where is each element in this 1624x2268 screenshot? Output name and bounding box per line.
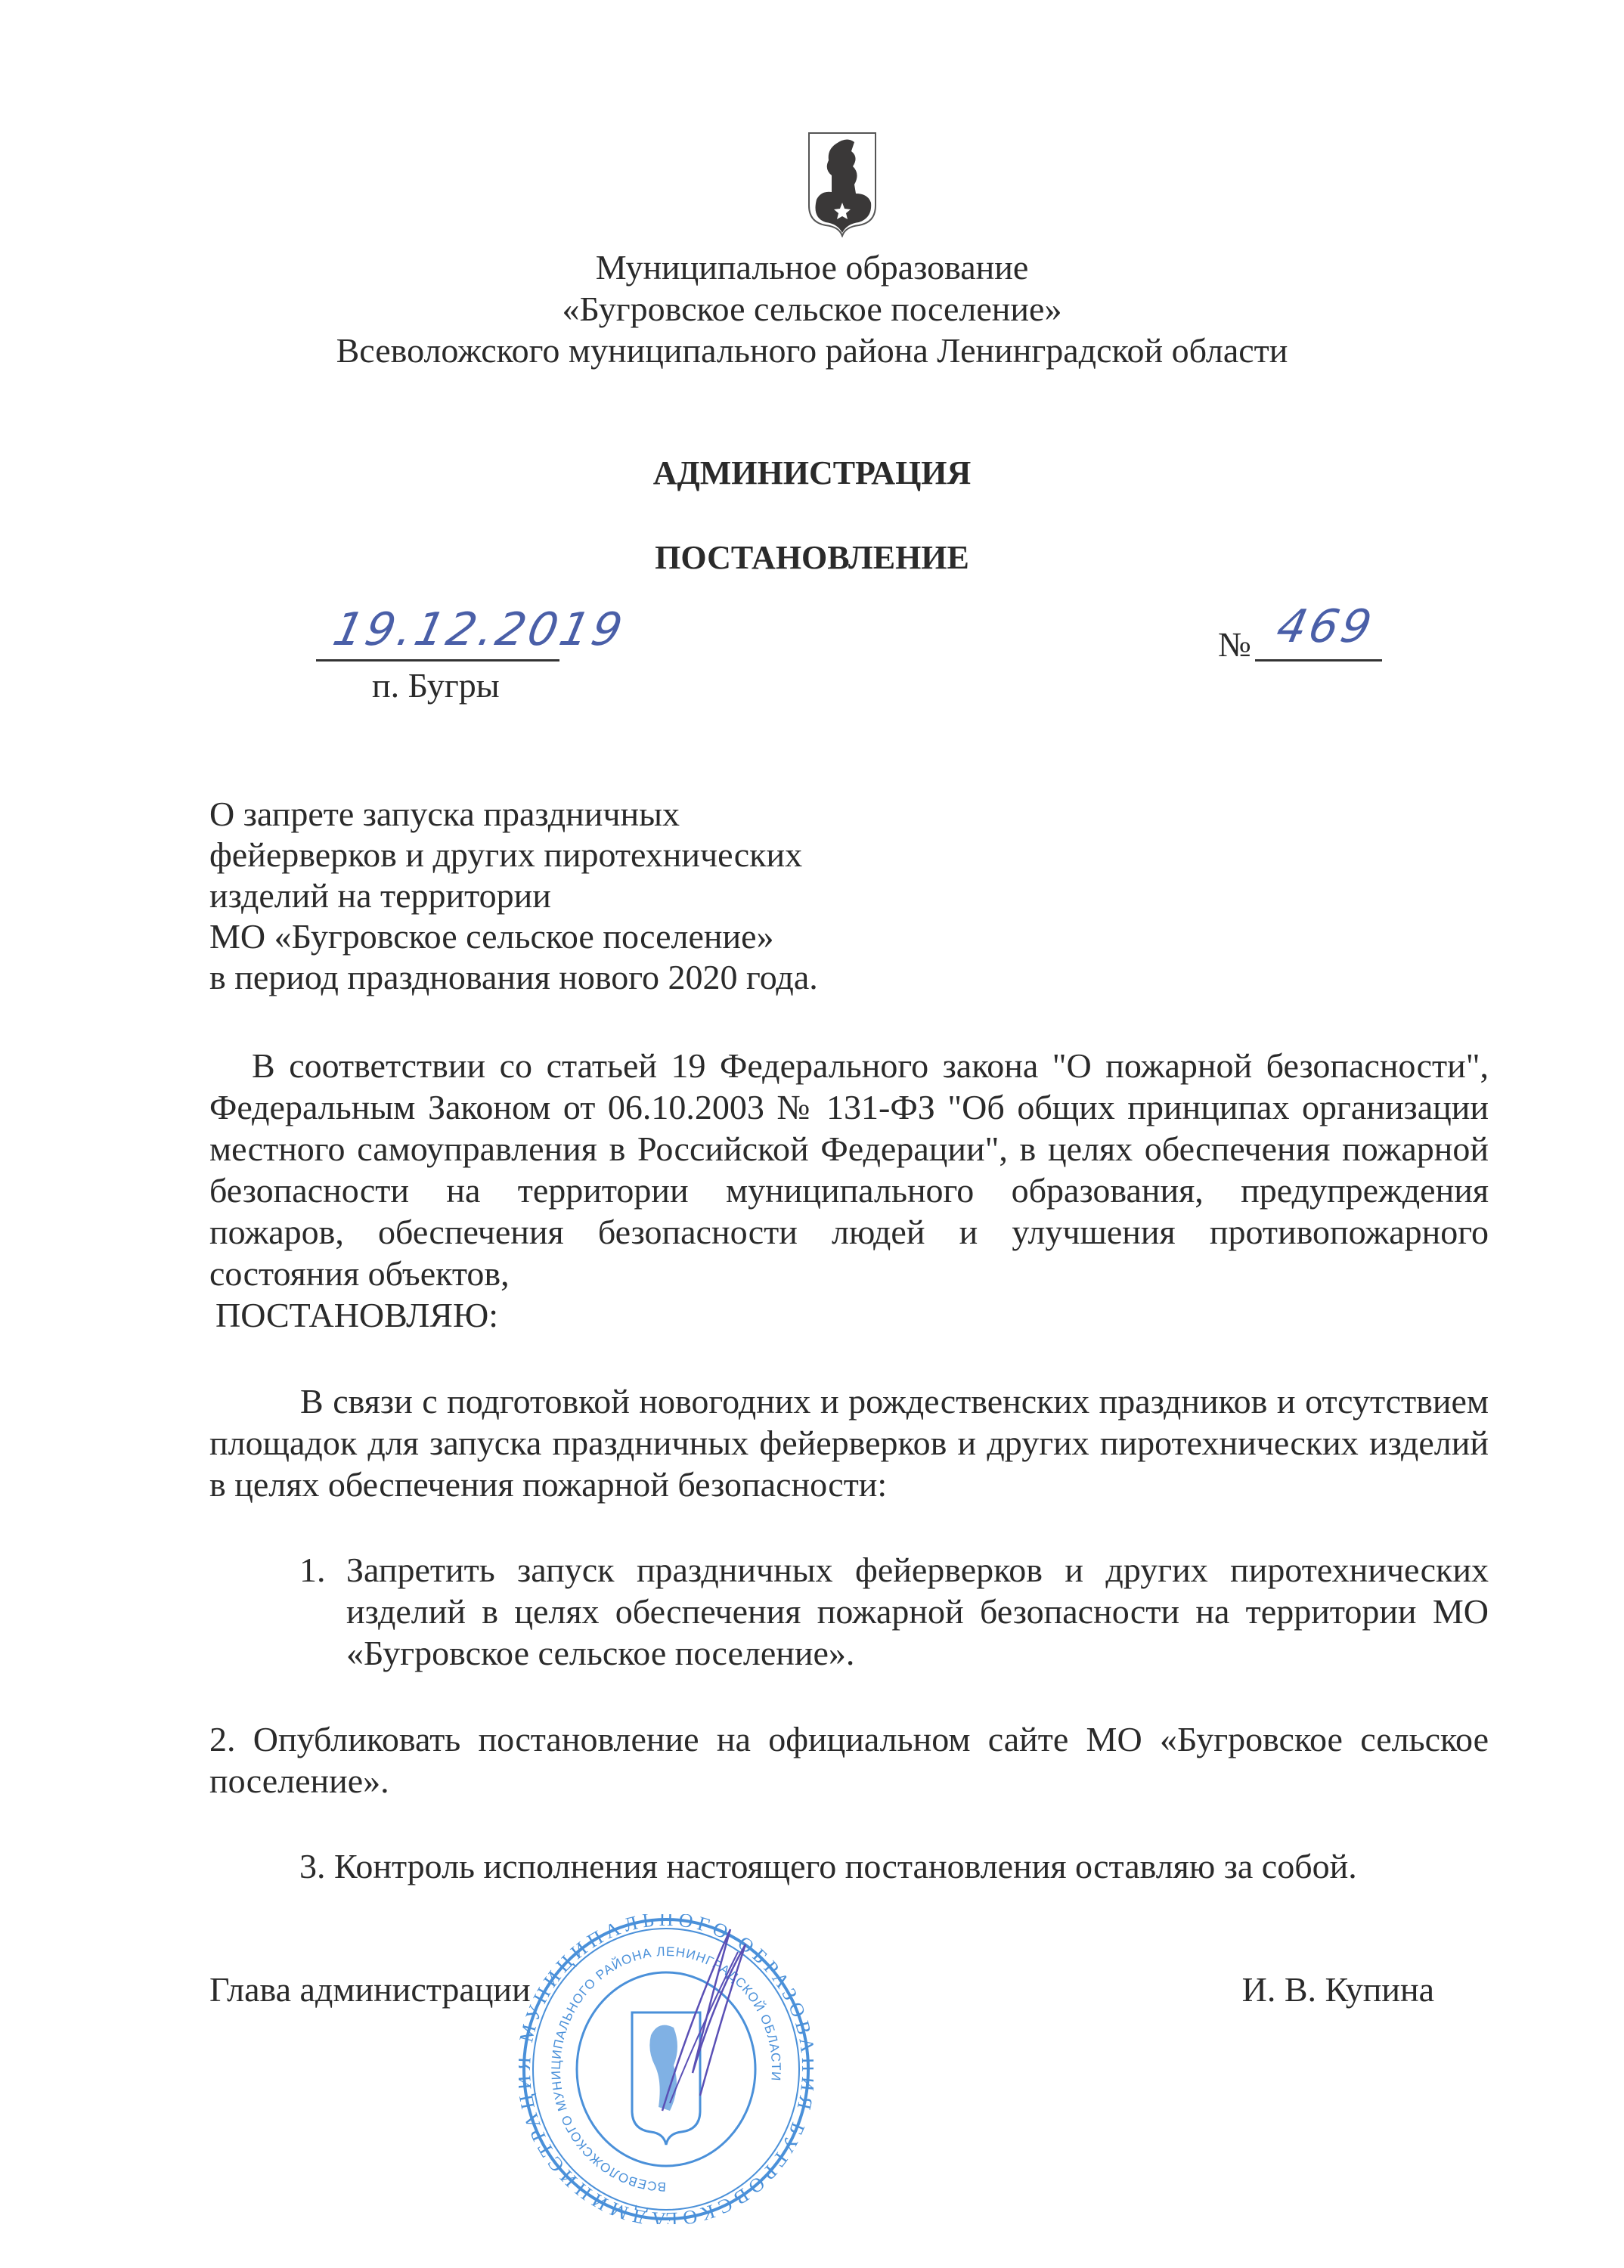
item-1-number: 1. [299,1551,326,1589]
doc-type-title: ПОСТАНОВЛЕНИЕ [655,539,969,576]
date-field [316,597,630,662]
item-1: Запретить запуск праздничных фейерверков и других пиротехнических изделий в целях обеспечения пожарной безопасности на территории МО «Бугровское сельское поселение». [346,1551,1489,1672]
intro-paragraph: В связи с подготовкой новогодних и рождественских праздников и отсутствием площадок для запуска праздничных фейерверков и других пиротехнических изделий в целях обеспечения пожарной безопасности: [209,1382,1489,1504]
subject-line: фейерверков и других пиротехнических [209,835,803,874]
number-field [1255,597,1382,662]
signature-title: Глава администрации [209,1970,531,2009]
stamp-outer-text: АДМИНИСТРА УНИЦИПАЛЬНОГО ОБРАЗО БУГРОВСКОЕ [519,1914,812,2224]
preamble-block [209,1045,1489,1336]
subject-line: изделий на территории [209,876,551,915]
subject-block [209,794,818,998]
header-line-2: «Бугровское сельское поселение» [562,290,1062,328]
handwritten-date: 19.12.2019 [328,603,630,656]
coat-of-arms-logo [806,130,879,237]
header-line-1: Муниципальное образование [595,248,1029,287]
official-stamp [519,1914,814,2224]
intro-block [209,1380,1489,1505]
subject-line: в период празднования нового 2020 года. [209,958,818,996]
subject-line: О запрете запуска праздничных [209,795,680,833]
place-label: п. Бугры [372,666,500,705]
number-sign: № [1218,625,1251,664]
org-title: АДМИНИСТРАЦИЯ [652,454,972,491]
item-2: 2. Опубликовать постановление на официальном сайте МО «Бугровское сельское поселение». [209,1720,1489,1800]
decree-word: ПОСТАНОВЛЯЮ: [215,1296,499,1334]
handwritten-number: 469 [1272,600,1379,653]
item-3: 3. Контроль исполнения настоящего постановления оставляю за собой. [299,1847,1357,1885]
handwritten-signature [647,1922,753,2118]
subject-line: МО «Бугровское сельское поселение» [209,917,774,956]
header-line-3: Всеволожского муниципального района Ленинградской области [336,331,1288,370]
signatory-name: И. В. Купина [1241,1970,1434,2009]
preamble-paragraph: В соответствии со статьей 19 Федерального закона "О пожарной безопасности", Федеральным Законом от 06.10.2003 № 131-ФЗ "Об общих принципах организации местного самоуправления в Российской Федерации", в целях обеспечения пожарной безопасности на территории муниципального образования, предупреждения пожаров, обеспечения безопасности людей и улучшения противопожарного состояния объектов, [209,1046,1489,1293]
stamp-inner-text: ВСЕВОЛОЖСКОГО МУНИЦИПАЛЬНОГО РАЙОНА ЛЕНИНГРАДСКОЙ ОБЛАСТИ [548,1944,784,2195]
